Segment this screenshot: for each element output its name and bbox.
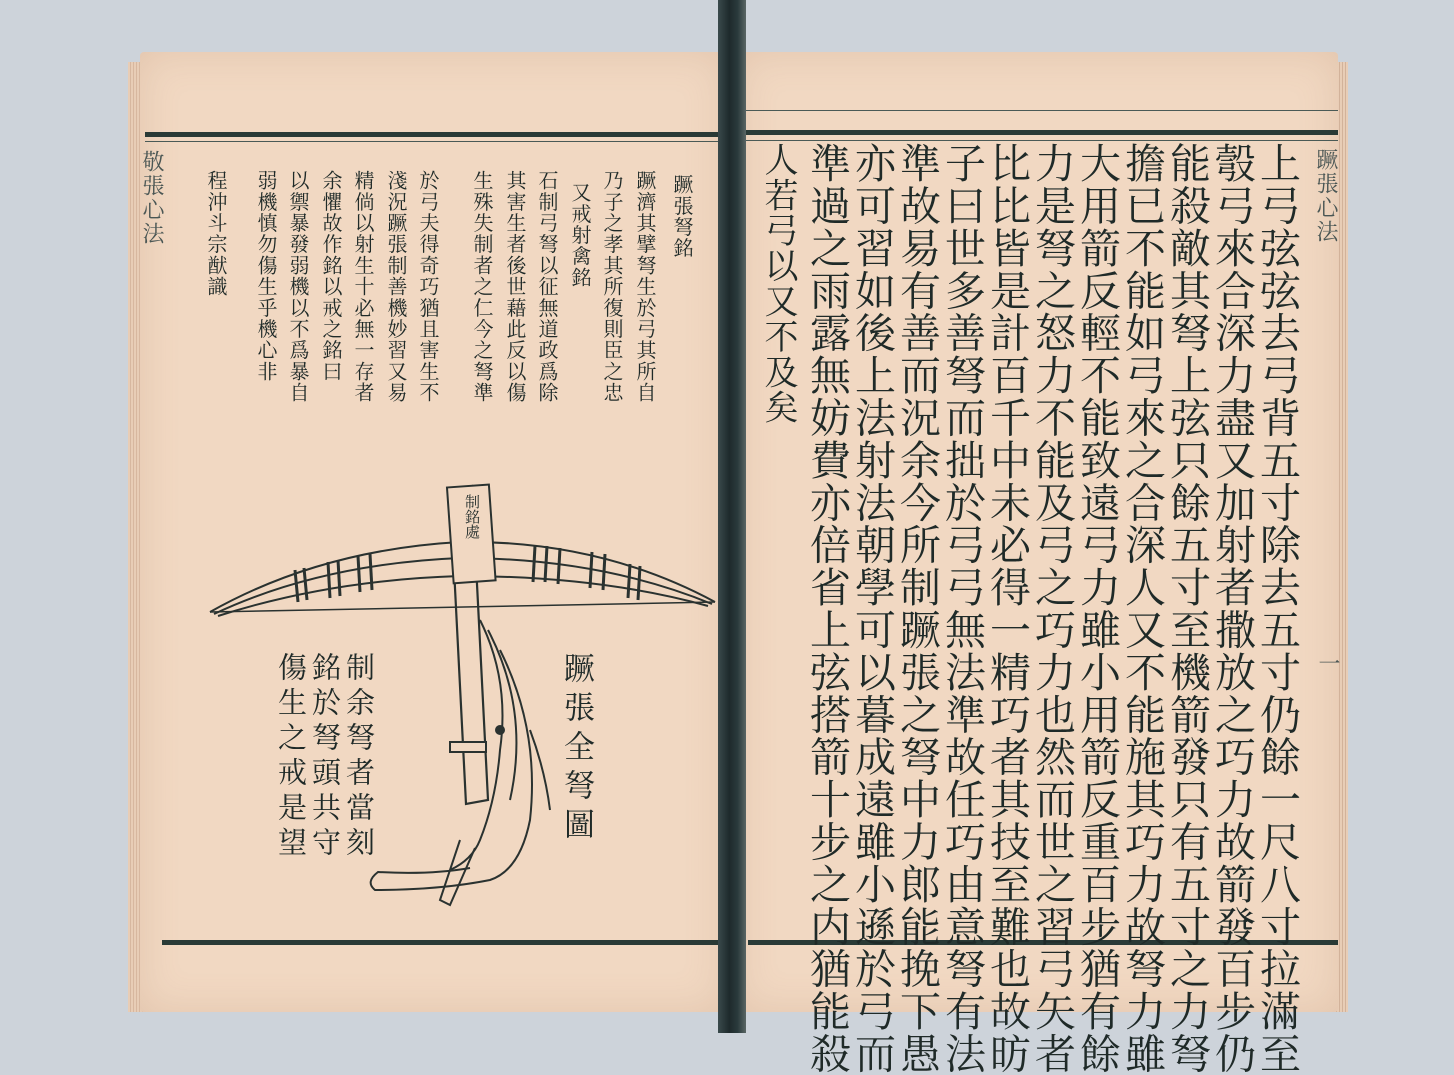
inscription-title: 蹶張弩銘 [670, 174, 694, 259]
text-column: 準過之雨露無妨費亦倍省上弦搭箭十步之内猶能殺 [803, 142, 851, 1075]
text-column: 比比皆是計百千中未必得一精巧者其技至難也故昉 [983, 142, 1031, 1075]
left-margin-title: 敬張心法 [139, 150, 164, 246]
inscription-line: 生殊失制者之仁今之弩準 [470, 170, 494, 404]
page-number: 一 [1315, 652, 1340, 676]
inscription-line: 淺況蹶張制善機妙習又易 [384, 170, 408, 404]
illustration-tag: 制銘處 [463, 494, 481, 539]
top-border-thin-rule [145, 141, 720, 142]
text-column: 彀弓來合深力盡又加射者撒放之巧力故箭發百步仍 [1208, 142, 1256, 1075]
inscription-signature: 程沖斗宗猷識 [204, 170, 228, 298]
text-column: 力是弩之怒力不能及弓之巧力也然而世之習弓矢者 [1028, 142, 1076, 1075]
text-column: 能殺敵其弩上弦只餘五寸至機箭發只有五寸之力弩 [1163, 142, 1211, 1075]
bottom-border-rule [162, 940, 722, 945]
text-column: 亦可習如後上法射法朝學可以暮成遠雖小遜於弓而 [848, 142, 896, 1075]
figure-note-line: 銘於弩頭共守 [308, 652, 342, 862]
inscription-line: 石制弓弩以征無道政爲除 [535, 170, 559, 404]
inscription-line: 乃子之孝其所復則臣之忠 [600, 170, 624, 404]
right-margin-title: 蹶張心法 [1313, 148, 1338, 244]
book-spine [718, 0, 746, 1033]
figure-note-line: 傷生之戒是望 [274, 652, 308, 862]
crossbow-illustration [200, 480, 730, 920]
top-border-rule [746, 130, 1338, 135]
text-column: 子曰世多善弩而拙於弓弓無法準故任巧由意弩有法 [938, 142, 986, 1075]
inscription-line: 精倘以射生十必無一存者 [351, 170, 375, 404]
text-column: 準故易有善而況余今所制蹶張之弩中力郎能挽下愚 [893, 142, 941, 1075]
top-border-rule [145, 132, 720, 137]
figure-note-line: 制余弩者當刻 [342, 652, 376, 862]
top-thin-rule-2 [746, 140, 1338, 141]
inscription-line: 蹶濟其擘弩生於弓其所自 [633, 170, 657, 404]
inscription-line: 余懼故作銘以戒之銘曰 [319, 170, 343, 382]
text-column: 擔已不能如弓來之合深人又不能施其巧力故弩力雖 [1118, 142, 1166, 1075]
inscription-line: 弱機慎勿傷生乎機心非 [254, 170, 278, 382]
inscription-line: 以禦暴發弱機以不爲暴自 [286, 170, 310, 404]
top-thin-rule-1 [746, 110, 1338, 111]
text-column: 上弓弦弦去弓背五寸除去五寸仍餘一尺八寸拉滿至 [1253, 142, 1301, 1075]
text-column: 人若弓以又不及矣 [758, 142, 798, 426]
inscription-line: 於弓夫得奇巧猶且害生不 [416, 170, 440, 404]
text-column: 大用箭反輕不能致遠弓力雖小用箭反重百步猶有餘 [1073, 142, 1121, 1075]
figure-caption: 蹶張全弩圖 [558, 652, 594, 847]
inscription-line: 又戒射禽銘 [568, 182, 592, 288]
inscription-line: 其害生者後世藉此反以傷 [503, 170, 527, 404]
right-page [738, 52, 1340, 1075]
